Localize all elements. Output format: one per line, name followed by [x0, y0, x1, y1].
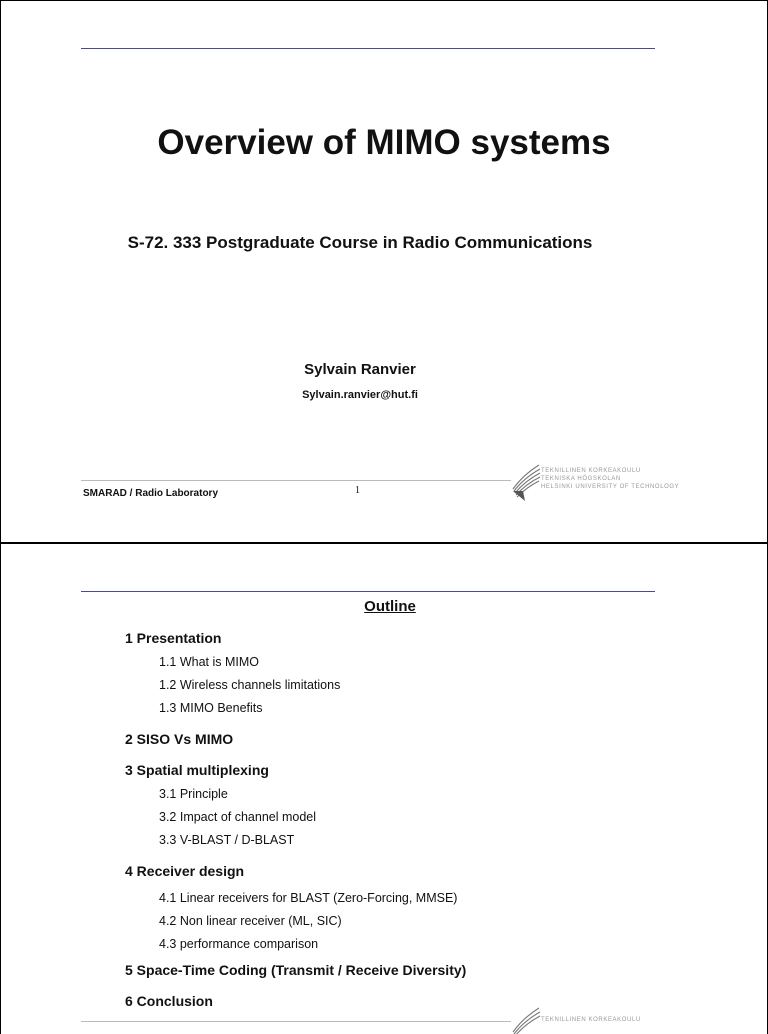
author-email: Sylvain.ranvier@hut.fi [302, 389, 418, 401]
university-logo [509, 1004, 679, 1034]
outline-item: 3.2 Impact of channel model [159, 810, 317, 824]
outline-item: 4.2 Non linear receiver (ML, SIC) [159, 914, 342, 928]
outline-item: 4.3 performance comparison [159, 937, 319, 951]
logo-line-1: TEKNILLINEN KORKEAKOULU [541, 468, 641, 474]
footer-lab-name: SMARAD / Radio Laboratory [83, 488, 219, 499]
logo-line-3: HELSINKI UNIVERSITY OF TECHNOLOGY [541, 484, 680, 490]
course-name: S-72. 333 Postgraduate Course in Radio Communications [127, 233, 593, 252]
header-rule [81, 48, 655, 49]
logo-line-1: TEKNILLINEN KORKEAKOULU [541, 1017, 641, 1023]
slide-title: Overview of MIMO systems [157, 123, 611, 162]
outline-section: 1 Presentation [125, 630, 222, 646]
outline-section: 4 Receiver design [125, 863, 245, 879]
outline-section: 2 SISO Vs MIMO [125, 731, 234, 747]
university-logo [509, 461, 679, 503]
university-emblem-icon [509, 1004, 543, 1034]
logo-line-2: TEKNISKA HÖGSKOLAN [541, 476, 621, 482]
outline-item: 1.1 What is MIMO [159, 655, 260, 669]
outline-item: 3.1 Principle [159, 787, 228, 801]
footer-rule [81, 480, 511, 481]
outline-heading: Outline [364, 598, 416, 615]
author-name: Sylvain Ranvier [304, 361, 416, 378]
outline-section: 3 Spatial multiplexing [125, 762, 269, 778]
page-number: 1 [355, 485, 360, 496]
outline-item: 3.3 V-BLAST / D-BLAST [159, 833, 295, 847]
outline-item: 4.1 Linear receivers for BLAST (Zero-Forcing, MMSE) [159, 891, 458, 905]
logo-text [541, 467, 679, 491]
logo-text [541, 1016, 641, 1024]
outline-item: 1.3 MIMO Benefits [159, 701, 263, 715]
outline-item: 1.2 Wireless channels limitations [159, 678, 341, 692]
outline-section: 5 Space-Time Coding (Transmit / Receive Diversity) [125, 962, 467, 978]
university-emblem-icon [509, 461, 543, 503]
footer-rule [81, 1021, 511, 1022]
outline-slide [0, 543, 768, 1034]
outline-section: 6 Conclusion [125, 993, 213, 1009]
header-rule [81, 591, 655, 592]
